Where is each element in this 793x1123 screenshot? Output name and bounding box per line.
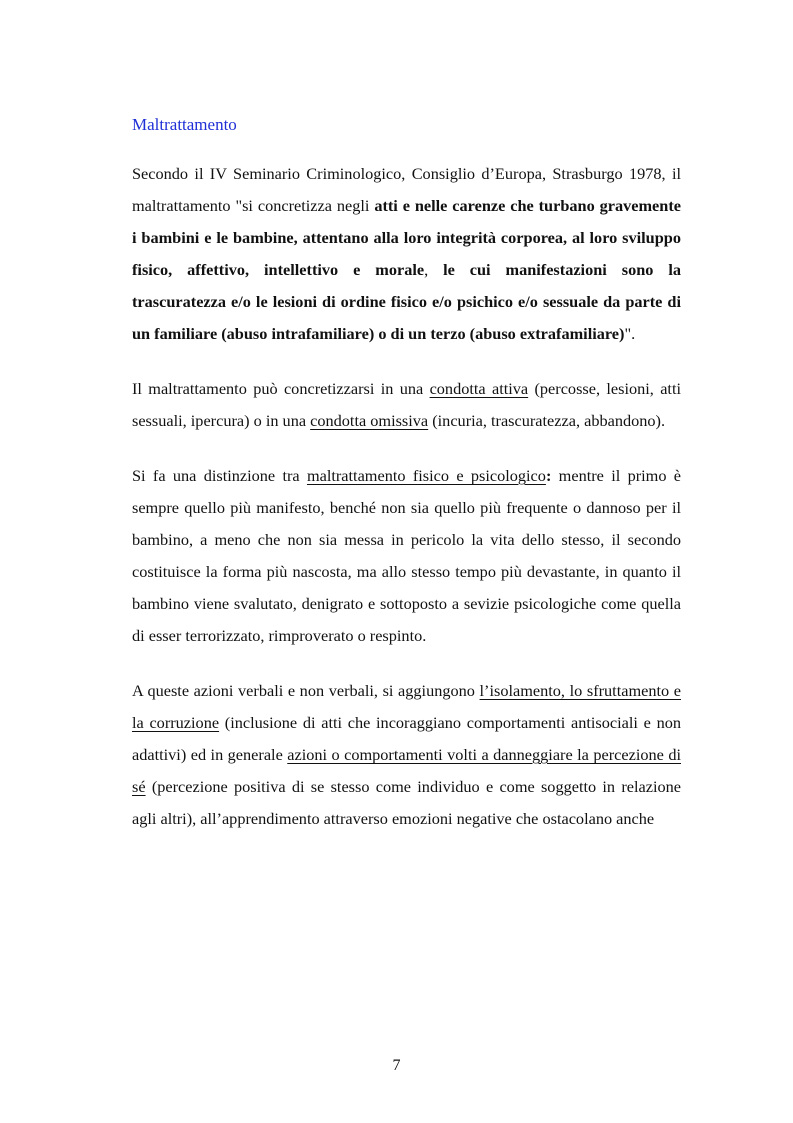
p4-text-1: A queste azioni verbali e non verbali, si aggiungono (132, 681, 480, 700)
paragraph-actions (132, 675, 681, 835)
p2-underline-active: condotta attiva (429, 379, 529, 398)
p4-text-3: (percezione positiva di se stesso come individuo e come soggetto in relazione agli altri), all’apprendimento attraverso emozioni negative che ostacolano anche (132, 777, 681, 828)
p2-text-1: Il maltrattamento può concretizzarsi in una (132, 379, 430, 398)
p4-underline-self-perception: azioni o comportamenti volti a danneggiare la percezione di sé (132, 745, 681, 796)
p1-bold-definition: atti e nelle carenze che turbano gravemente i bambini e le bambine, attentano alla loro integrità corporea, al loro sviluppo fisico, affettivo, intellettivo e morale (132, 196, 681, 279)
section-heading: Maltrattamento (132, 115, 237, 134)
document-page (132, 112, 681, 858)
p3-text-2: mentre il primo è sempre quello più manifesto, benché non sia quello più frequente o dannoso per il bambino, a meno che non sia messa in pericolo la vita dello stesso, il secondo costituisce la forma più nascosta, ma allo stesso tempo più devastante, in quanto il bambino viene svalutato, denigrato e sottoposto a sevizie psicologiche come quella di esser terrorizzato, rimproverato o respinto. (132, 466, 682, 645)
p2-text-2: (percosse, lesioni, atti sessuali, ipercura) o in una (132, 379, 682, 430)
paragraph-conduct (132, 373, 681, 437)
p4-text-2: (inclusione di atti che incoraggiano comportamenti antisociali e non adattivi) ed in generale (132, 713, 681, 764)
p3-underline-physical-psychological: maltrattamento fisico e psicologico (306, 466, 546, 485)
p3-colon: : (545, 466, 552, 485)
p1-lead: Secondo il IV Seminario Criminologico, Consiglio d’Europa, Strasburgo 1978, il maltrattamento "si concretizza negli (132, 164, 681, 215)
paragraph-distinction (132, 460, 681, 652)
p2-underline-omissive: condotta omissiva (310, 411, 429, 430)
p1-bold-manifestations: le cui manifestazioni sono la trascuratezza e/o le lesioni di ordine fisico e/o psichico e/o sessuale da parte di un familiare (abuso intrafamiliare) o di un terzo (abuso extrafamiliare) (132, 260, 681, 343)
paragraph-definition (132, 158, 681, 350)
p4-underline-isolation: l’isolamento, lo sfruttamento e la corruzione (132, 681, 681, 732)
page-number: 7 (392, 1057, 401, 1074)
p3-text-1: Si fa una distinzione tra (132, 466, 307, 485)
p1-mid: , (424, 260, 444, 279)
p1-end: ". (624, 324, 636, 343)
p2-text-3: (incuria, trascuratezza, abbandono). (428, 411, 666, 430)
